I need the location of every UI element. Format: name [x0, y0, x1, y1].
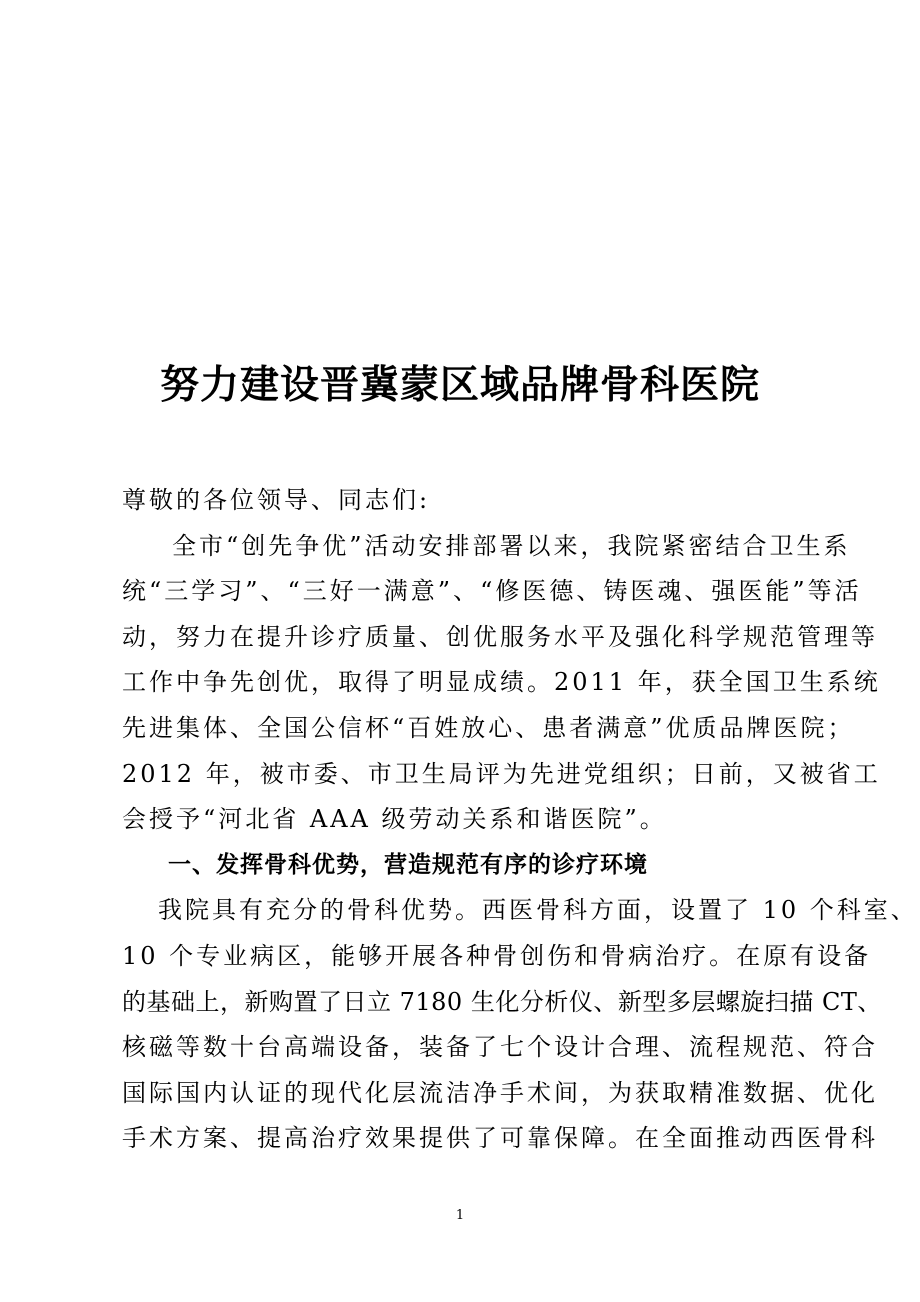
paragraph-line: 国际国内认证的现代化层流洁净手术间，为获取精准数据、优化 — [122, 1078, 878, 1107]
paragraph-line: 我院具有充分的骨科优势。西医骨科方面，设置了 10 个科室、 — [158, 896, 918, 925]
paragraph-line: 动，努力在提升诊疗质量、创优服务水平及强化科学规范管理等 — [122, 622, 878, 651]
document-title: 努力建设晋冀蒙区域品牌骨科医院 — [159, 363, 760, 408]
paragraph-line: 核磁等数十台高端设备，装备了七个设计合理、流程规范、符合 — [122, 1033, 878, 1062]
paragraph-line: 工作中争先创优，取得了明显成绩。2011 年，获全国卫生系统 — [122, 668, 881, 697]
paragraph-line: 手术方案、提高治疗效果提供了可靠保障。在全面推动西医骨科 — [122, 1124, 878, 1153]
document-body — [122, 478, 918, 1162]
section-heading: 一、发挥骨科优势，营造规范有序的诊疗环境 — [168, 851, 648, 878]
paragraph-line: 全市“创先争优”活动安排部署以来，我院紧密结合卫生系 — [172, 531, 851, 560]
paragraph-line: 10 个专业病区，能够开展各种骨创伤和骨病治疗。在原有设备 — [122, 941, 872, 970]
paragraph-line: 先进集体、全国公信杯“百姓放心、患者满意”优质品牌医院； — [122, 713, 855, 742]
page-number: 1 — [455, 1208, 465, 1223]
salutation: 尊敬的各位领导、同志们: — [122, 486, 431, 514]
paragraph-line: 统“三学习”、“三好一满意”、“修医德、铸医魂、强医能”等活 — [122, 577, 862, 606]
paragraph-line: 2012 年，被市委、市卫生局评为先进党组织；日前，又被省工 — [122, 759, 881, 788]
paragraph-line: 会授予“河北省 AAA 级劳动关系和谐医院”。 — [122, 805, 667, 834]
paragraph-line: 的基础上，新购置了日立 7180 生化分析仪、新型多层螺旋扫描 CT、 — [122, 987, 882, 1016]
